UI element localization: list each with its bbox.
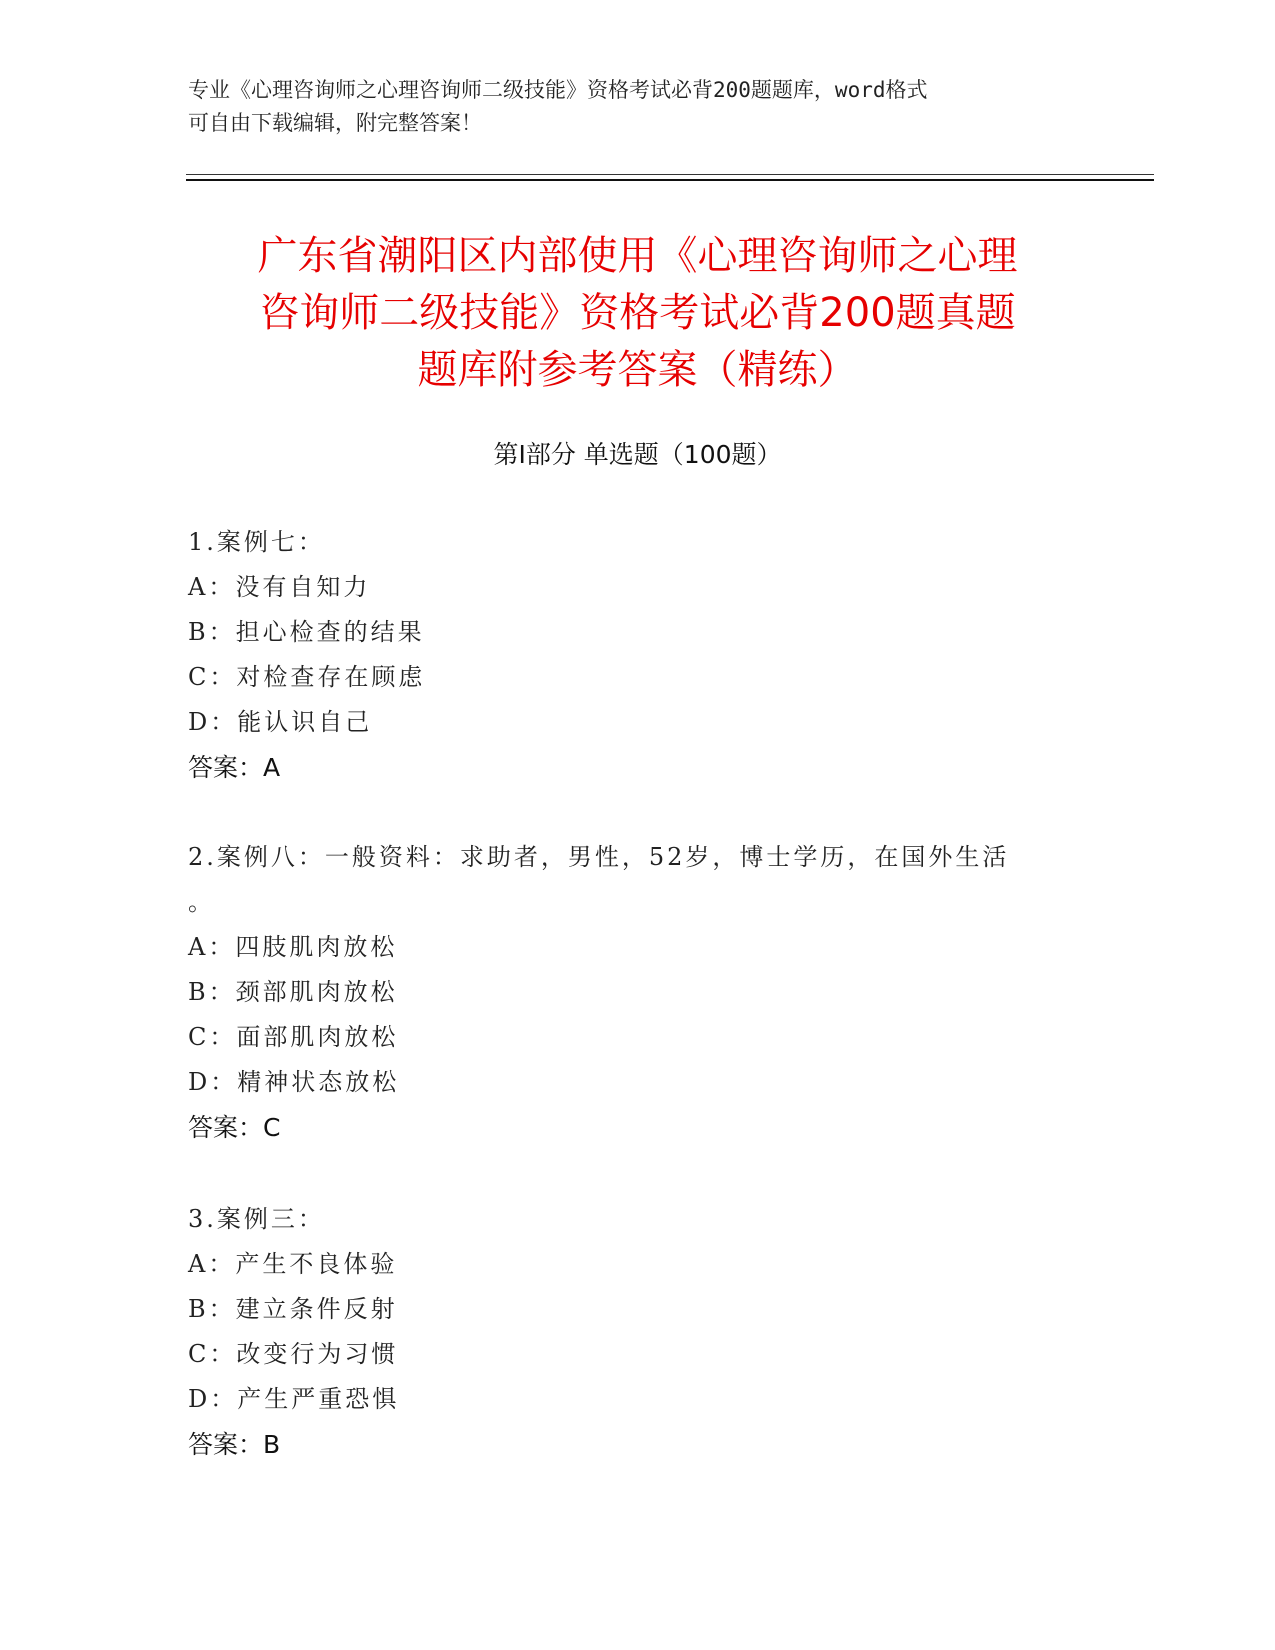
question-2-option-b: B：颈部肌肉放松	[188, 978, 398, 1006]
question-1-answer: 答案：A	[188, 753, 281, 782]
question-1	[188, 520, 1088, 790]
question-2	[188, 835, 1088, 1150]
question-1-option-c: C：对检查存在顾虑	[188, 663, 426, 691]
question-2-answer: 答案：C	[188, 1113, 281, 1142]
question-3-option-d: D：产生严重恐惧	[188, 1385, 400, 1413]
question-1-option-d: D：能认识自己	[188, 708, 373, 736]
section-heading: 第Ⅰ部分 单选题（100题）	[493, 440, 782, 469]
header-note	[188, 74, 1068, 140]
question-3-stem: 3.案例三：	[188, 1205, 325, 1233]
question-2-option-d: D：精神状态放松	[188, 1068, 400, 1096]
document-title-line-3: 题库附参考答案（精练）	[417, 347, 858, 393]
header-rule-thick	[186, 179, 1154, 181]
header-rule-thin	[186, 174, 1154, 175]
question-2-option-c: C：面部肌肉放松	[188, 1023, 399, 1051]
header-note-line-2: 可自由下载编辑，附完整答案！	[188, 111, 482, 135]
question-3	[188, 1197, 1088, 1467]
question-3-answer: 答案：B	[188, 1430, 281, 1459]
question-2-stem: 2.案例八：一般资料：求助者，男性，52岁，博士学历，在国外生活	[188, 843, 1010, 871]
document-title-line-1: 广东省潮阳区内部使用《心理咨询师之心理	[257, 233, 1018, 279]
header-note-line-1: 专业《心理咨询师之心理咨询师二级技能》资格考试必背200题题库，word格式	[188, 78, 928, 102]
question-3-option-a: A：产生不良体验	[188, 1250, 398, 1278]
question-2-option-a: A：四肢肌肉放松	[188, 933, 398, 961]
question-3-option-c: C：改变行为习惯	[188, 1340, 399, 1368]
question-1-option-b: B：担心检查的结果	[188, 618, 425, 646]
question-2-stem-tail: 。	[188, 888, 215, 916]
question-3-option-b: B：建立条件反射	[188, 1295, 398, 1323]
document-title-line-2: 咨询师二级技能》资格考试必背200题真题	[259, 290, 1016, 336]
question-1-option-a: A：没有自知力	[188, 573, 371, 601]
document-title	[150, 228, 1125, 399]
question-1-stem: 1.案例七：	[188, 528, 325, 556]
